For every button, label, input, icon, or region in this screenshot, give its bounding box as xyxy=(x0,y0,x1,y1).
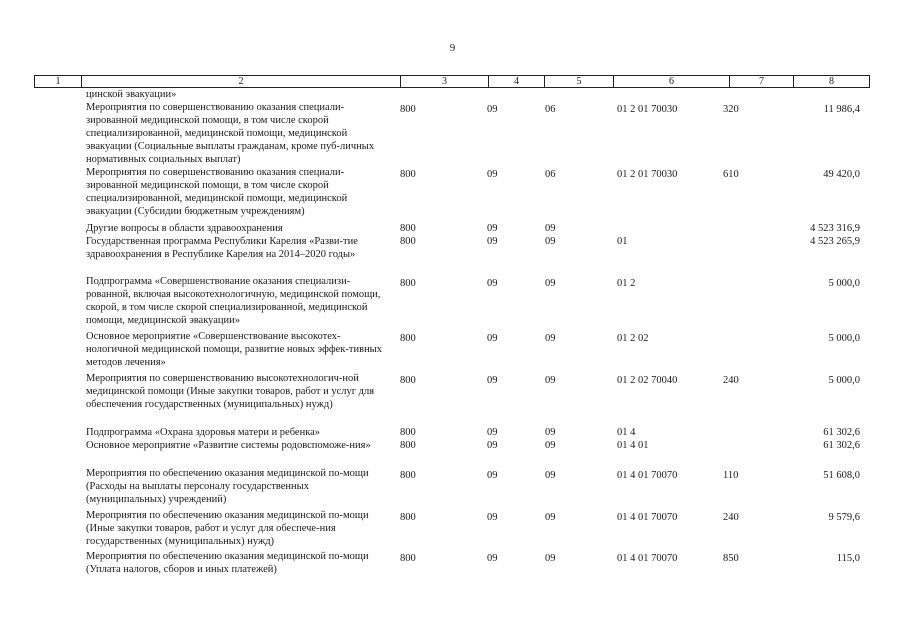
row-c8: 4 523 316,9 xyxy=(810,223,860,234)
row-c4: 09 xyxy=(487,375,498,386)
row-c5: 09 xyxy=(545,440,556,451)
row-c3: 800 xyxy=(400,104,416,115)
row-name: цинской эвакуации» xyxy=(86,89,177,100)
row-c3: 800 xyxy=(400,512,416,523)
row-c5: 06 xyxy=(545,104,556,115)
table-row xyxy=(0,88,905,101)
row-name: Мероприятия по совершенствованию оказания специали-зированной медицинской помощи, в том числе скорой специализированной, медицинской помощи, медицинской эвакуации (Социальные выплаты гражданам, кроме пуб-личных нормативных социальных выплат) xyxy=(86,102,375,165)
row-c7: 320 xyxy=(723,104,739,115)
row-name: Государственная программа Республики Карелия «Разви-тие здравоохранения в Республике Карелия на 2014–2020 годы» xyxy=(86,236,358,260)
row-c6: 01 4 01 xyxy=(617,440,649,451)
table-row xyxy=(0,426,905,439)
table-row xyxy=(0,330,905,372)
row-c4: 09 xyxy=(487,512,498,523)
row-c5: 09 xyxy=(545,512,556,523)
row-c4: 09 xyxy=(487,236,498,247)
header-cell: 1 xyxy=(35,76,82,88)
row-c5: 09 xyxy=(545,427,556,438)
row-c7: 240 xyxy=(723,375,739,386)
table-row xyxy=(0,235,905,275)
column-header-row xyxy=(34,75,870,88)
row-c7: 110 xyxy=(723,470,739,481)
row-c8: 51 608,0 xyxy=(823,470,860,481)
row-c4: 09 xyxy=(487,440,498,451)
header-cell: 3 xyxy=(401,76,489,88)
row-c6: 01 2 01 70030 xyxy=(617,169,678,180)
row-c8: 49 420,0 xyxy=(823,169,860,180)
header-cell: 7 xyxy=(730,76,794,88)
row-name: Мероприятия по обеспечению оказания медицинской по-мощи (Уплата налогов, сборов и иных платежей) xyxy=(86,551,369,575)
row-c6: 01 2 02 70040 xyxy=(617,375,678,386)
row-c8: 115,0 xyxy=(836,553,860,564)
row-c5: 09 xyxy=(545,333,556,344)
row-c3: 800 xyxy=(400,375,416,386)
row-name: Мероприятия по совершенствованию оказания специали-зированной медицинской помощи, в том числе скорой специализированной, медицинской помощи, медицинской эвакуации (Субсидии бюджетным учреждениям) xyxy=(86,167,348,217)
row-c3: 800 xyxy=(400,440,416,451)
row-c3: 800 xyxy=(400,236,416,247)
header-cell: 5 xyxy=(545,76,614,88)
row-c4: 09 xyxy=(487,427,498,438)
row-c8: 9 579,6 xyxy=(828,512,860,523)
header-cell: 6 xyxy=(614,76,730,88)
header-cell: 8 xyxy=(794,76,870,88)
row-c4: 09 xyxy=(487,169,498,180)
row-c4: 09 xyxy=(487,470,498,481)
row-c5: 09 xyxy=(545,278,556,289)
row-c8: 5 000,0 xyxy=(828,333,860,344)
row-c6: 01 4 01 70070 xyxy=(617,470,678,481)
row-name: Основное мероприятие «Развитие системы родовспоможе-ния» xyxy=(86,440,371,451)
row-c3: 800 xyxy=(400,278,416,289)
row-c6: 01 2 01 70030 xyxy=(617,104,678,115)
row-c8: 5 000,0 xyxy=(828,278,860,289)
row-c4: 09 xyxy=(487,104,498,115)
row-c7: 610 xyxy=(723,169,739,180)
row-name: Мероприятия по совершенствованию высокотехнологич-ной медицинской помощи (Иные закупки товаров, работ и услуг для обеспечения государственных (муниципальных) нужд) xyxy=(86,373,375,410)
row-c6: 01 xyxy=(617,236,628,247)
row-c3: 800 xyxy=(400,427,416,438)
row-c6: 01 2 xyxy=(617,278,636,289)
table-row xyxy=(0,372,905,426)
row-c4: 09 xyxy=(487,223,498,234)
row-c4: 09 xyxy=(487,333,498,344)
row-c3: 800 xyxy=(400,169,416,180)
row-c5: 09 xyxy=(545,223,556,234)
row-c4: 09 xyxy=(487,278,498,289)
row-name: Основное мероприятие «Совершенствование высокотех-нологичной медицинской помощи, развитие новых эффек-тивных методов лечения» xyxy=(86,331,382,368)
row-c6: 01 4 01 70070 xyxy=(617,512,678,523)
header-cell: 2 xyxy=(82,76,401,88)
row-c7: 240 xyxy=(723,512,739,523)
row-c5: 06 xyxy=(545,169,556,180)
table-row xyxy=(0,275,905,330)
row-c3: 800 xyxy=(400,470,416,481)
table-row xyxy=(0,467,905,509)
row-c6: 01 4 xyxy=(617,427,636,438)
row-c5: 09 xyxy=(545,470,556,481)
row-name: Мероприятия по обеспечению оказания медицинской по-мощи (Расходы на выплаты персоналу государственных (муниципальных) учреждений) xyxy=(86,468,369,505)
table-row xyxy=(0,439,905,467)
header-cell: 4 xyxy=(489,76,545,88)
row-c3: 800 xyxy=(400,333,416,344)
row-c6: 01 4 01 70070 xyxy=(617,553,678,564)
table-row xyxy=(0,166,905,222)
budget-table-body xyxy=(0,88,905,578)
row-c8: 61 302,6 xyxy=(823,440,860,451)
row-c5: 09 xyxy=(545,553,556,564)
row-c7: 850 xyxy=(723,553,739,564)
row-name: Мероприятия по обеспечению оказания медицинской по-мощи (Иные закупки товаров, работ и услуг для обеспече-ния государственных (муниципальных) нужд) xyxy=(86,510,369,547)
row-c8: 5 000,0 xyxy=(828,375,860,386)
row-c5: 09 xyxy=(545,375,556,386)
row-c8: 11 986,4 xyxy=(823,104,860,115)
row-c5: 09 xyxy=(545,236,556,247)
row-c3: 800 xyxy=(400,223,416,234)
page-number: 9 xyxy=(449,42,456,54)
row-name: Подпрограмма «Совершенствование оказания специализи-рованной, включая высокотехнологичную, медицинской помощи, скорой, в том числе скорой специализированной, медицинской помощи, медицинской эвакуации» xyxy=(86,276,381,326)
table-row xyxy=(0,550,905,578)
table-row xyxy=(0,101,905,166)
row-c6: 01 2 02 xyxy=(617,333,649,344)
row-c3: 800 xyxy=(400,553,416,564)
row-c8: 61 302,6 xyxy=(823,427,860,438)
table-row xyxy=(0,222,905,235)
table-row xyxy=(0,509,905,550)
row-c8: 4 523 265,9 xyxy=(810,236,860,247)
row-name: Подпрограмма «Охрана здоровья матери и ребенка» xyxy=(86,427,321,438)
row-c4: 09 xyxy=(487,553,498,564)
row-name: Другие вопросы в области здравоохранения xyxy=(86,223,283,234)
